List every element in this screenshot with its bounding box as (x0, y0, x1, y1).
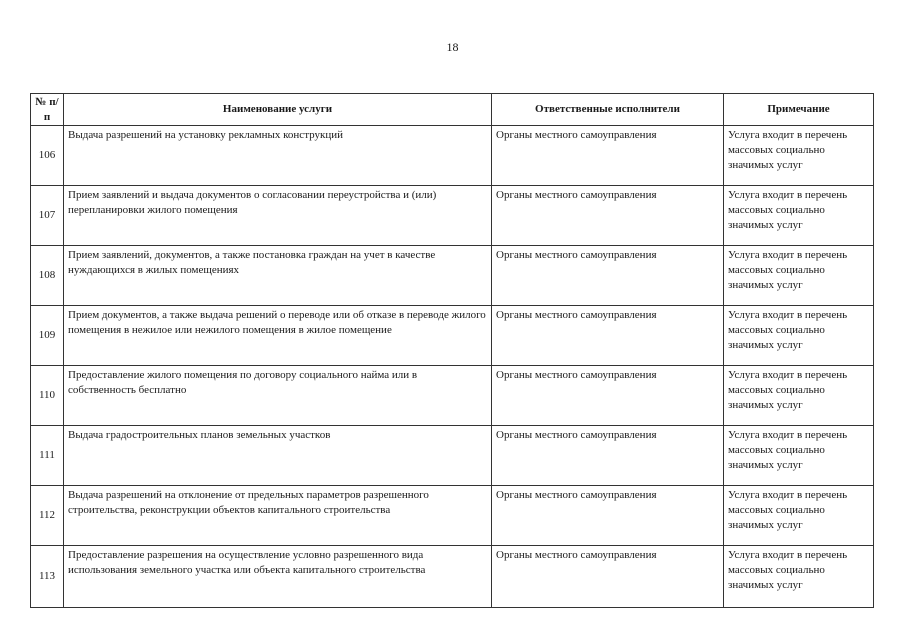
note-cell: Услуга входит в перечень массовых социально значимых услуг (724, 546, 874, 608)
row-number: 113 (31, 546, 64, 608)
row-number: 106 (31, 126, 64, 186)
executors-cell: Органы местного самоуправления (492, 246, 724, 306)
note-cell: Услуга входит в перечень массовых социально значимых услуг (724, 426, 874, 486)
service-name-cell: Выдача разрешений на установку рекламных конструкций (64, 126, 492, 186)
table-row (31, 546, 874, 608)
service-name-cell: Выдача градостроительных планов земельных участков (64, 426, 492, 486)
services-table (30, 93, 874, 608)
table-row (31, 126, 874, 186)
service-name-cell: Предоставление жилого помещения по договору социального найма или в собственность бесплатно (64, 366, 492, 426)
table-row (31, 186, 874, 246)
header-executors: Ответственные исполнители (492, 94, 724, 126)
table-row (31, 486, 874, 546)
note-cell: Услуга входит в перечень массовых социально значимых услуг (724, 306, 874, 366)
service-name-cell: Выдача разрешений на отклонение от предельных параметров разрешенного строительства, реконструкции объектов капитального строительства (64, 486, 492, 546)
row-number: 108 (31, 246, 64, 306)
table-row (31, 366, 874, 426)
row-number: 111 (31, 426, 64, 486)
header-service-name: Наименование услуги (64, 94, 492, 126)
service-name-cell: Предоставление разрешения на осуществление условно разрешенного вида использования земельного участка или объекта капитального строительства (64, 546, 492, 608)
note-cell: Услуга входит в перечень массовых социально значимых услуг (724, 186, 874, 246)
service-name-cell: Прием заявлений и выдача документов о согласовании переустройства и (или) перепланировки жилого помещения (64, 186, 492, 246)
executors-cell: Органы местного самоуправления (492, 306, 724, 366)
note-cell: Услуга входит в перечень массовых социально значимых услуг (724, 126, 874, 186)
table-row (31, 426, 874, 486)
executors-cell: Органы местного самоуправления (492, 126, 724, 186)
table-row (31, 306, 874, 366)
table-header-row (31, 94, 874, 126)
executors-cell: Органы местного самоуправления (492, 546, 724, 608)
note-cell: Услуга входит в перечень массовых социально значимых услуг (724, 366, 874, 426)
row-number: 112 (31, 486, 64, 546)
header-number: № п/п (31, 94, 64, 126)
row-number: 110 (31, 366, 64, 426)
note-cell: Услуга входит в перечень массовых социально значимых услуг (724, 486, 874, 546)
executors-cell: Органы местного самоуправления (492, 426, 724, 486)
service-name-cell: Прием документов, а также выдача решений о переводе или об отказе в переводе жилого помещения в нежилое или нежилого помещения в жилое помещение (64, 306, 492, 366)
row-number: 109 (31, 306, 64, 366)
executors-cell: Органы местного самоуправления (492, 486, 724, 546)
row-number: 107 (31, 186, 64, 246)
header-note: Примечание (724, 94, 874, 126)
note-cell: Услуга входит в перечень массовых социально значимых услуг (724, 246, 874, 306)
executors-cell: Органы местного самоуправления (492, 366, 724, 426)
service-name-cell: Прием заявлений, документов, а также постановка граждан на учет в качестве нуждающихся в жилых помещениях (64, 246, 492, 306)
table-row (31, 246, 874, 306)
executors-cell: Органы местного самоуправления (492, 186, 724, 246)
page-number: 18 (446, 40, 459, 54)
